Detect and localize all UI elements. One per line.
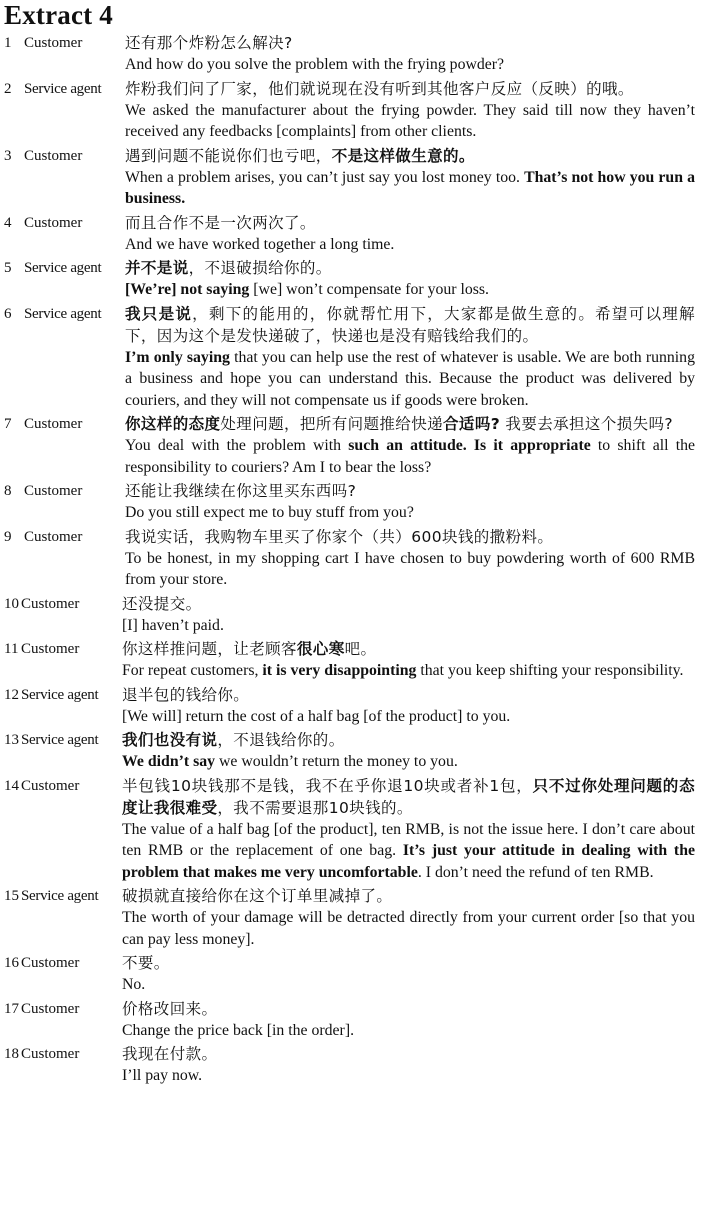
transcript	[4, 32, 695, 1087]
chinese-text	[122, 998, 695, 1020]
utterance	[125, 212, 695, 256]
transcript-entry	[4, 684, 695, 728]
speaker-label: Customer	[24, 35, 83, 51]
text-segment: to shift all the responsibility to couriers? Am I to bear the loss?	[125, 437, 695, 476]
text-segment: 我现在付款。	[122, 1045, 218, 1063]
text-segment: 不要。	[122, 954, 170, 972]
utterance	[125, 526, 695, 591]
chinese-text	[122, 684, 695, 706]
english-translation	[125, 279, 695, 301]
transcript-entry	[4, 775, 695, 884]
speaker-label: Service agent	[24, 305, 102, 322]
extract-title: Extract 4	[4, 0, 114, 30]
text-segment: [we] won’t compensate for your loss.	[249, 281, 490, 298]
text-segment: For repeat customers,	[122, 662, 263, 679]
speaker-label: Customer	[21, 595, 80, 612]
speaker-label: Service agent	[21, 686, 99, 703]
turn-number: 17	[4, 1000, 19, 1017]
turn-number: 3	[4, 147, 12, 164]
turn-number: 7	[4, 416, 12, 432]
text-segment: ，我不需要退那10块钱的。	[217, 798, 413, 817]
english-translation	[125, 548, 695, 591]
text-segment: 而且合作不是一次两次了。	[125, 213, 316, 232]
english-translation	[122, 1065, 695, 1087]
chinese-text	[122, 729, 695, 751]
utterance	[125, 145, 695, 210]
speaker-label: Customer	[21, 777, 80, 794]
utterance	[125, 413, 695, 478]
speaker-label: Service agent	[21, 732, 99, 748]
text-segment: The value of a half bag [of the product], ten RMB, is not the issue here. I don’t care about ten RMB or the replacement of one bag.	[122, 820, 695, 859]
text-segment: No.	[122, 976, 146, 993]
chinese-text	[125, 526, 695, 548]
utterance	[125, 32, 695, 76]
utterance	[122, 998, 695, 1042]
transcript-entry	[4, 303, 695, 412]
turn-number: 9	[4, 528, 12, 545]
transcript-entry	[4, 885, 695, 950]
utterance	[122, 593, 695, 637]
text-segment: The worth of your damage will be detracted directly from your current order [so that you can pay less money].	[122, 909, 695, 948]
english-translation	[122, 706, 695, 728]
speaker-label: Customer	[24, 214, 83, 231]
text-segment: we wouldn’t return the money to you.	[215, 753, 458, 770]
bold-segment: 我们也没有说	[122, 731, 218, 749]
utterance	[125, 78, 695, 143]
chinese-text	[125, 303, 695, 347]
text-segment: that you can help use the rest of whatever is usable. We are both running a business and hope you can understand this. Because the product was delivered by couriers, and they will not compensate us if goods were broken.	[125, 348, 695, 409]
speaker-label: Customer	[21, 641, 80, 657]
bold-segment: 只不过你处理问题的态度让我很难受	[122, 776, 695, 817]
english-translation	[125, 100, 695, 143]
text-segment: I’ll pay now.	[122, 1067, 203, 1084]
text-segment: ，不退破损给你的。	[188, 259, 332, 277]
transcript-entry	[4, 593, 695, 637]
bold-segment: We didn’t say	[122, 753, 216, 770]
speaker-label: Customer	[24, 416, 83, 432]
chinese-text	[122, 593, 695, 615]
turn-number: 14	[4, 777, 19, 794]
chinese-text	[125, 145, 695, 167]
bold-segment: I’m only saying	[125, 348, 230, 366]
bold-segment: 合适吗?	[443, 415, 501, 433]
turn-number: 15	[4, 888, 19, 904]
bold-segment: 我只是说	[125, 304, 193, 323]
text-segment: 还有那个炸粉怎么解决?	[125, 34, 293, 52]
speaker-label: Customer	[24, 147, 83, 164]
chinese-text	[125, 413, 695, 435]
text-segment: 你这样推问题，让老顾客	[122, 640, 297, 658]
utterance	[125, 303, 695, 412]
text-segment: 遇到问题不能说你们也亏吧，	[125, 146, 332, 165]
utterance	[122, 638, 695, 682]
english-translation	[122, 974, 695, 996]
text-segment: [I] haven’t paid.	[122, 616, 224, 634]
turn-number: 4	[4, 214, 12, 231]
transcript-entry	[4, 413, 695, 478]
speaker-label: Customer	[24, 528, 83, 545]
utterance	[122, 684, 695, 728]
chinese-text	[125, 257, 695, 279]
bold-segment: 不是这样做生意的。	[331, 146, 475, 165]
text-segment: [We will] return the cost of a half bag [of the product] to you.	[122, 707, 511, 725]
transcript-entry	[4, 998, 695, 1042]
english-translation	[125, 167, 695, 210]
speaker-label: Customer	[21, 1000, 80, 1017]
chinese-text	[125, 212, 695, 234]
text-segment: 我说实话，我购物车里买了你家个（共）600块钱的撒粉料。	[125, 527, 554, 546]
utterance	[122, 952, 695, 996]
turn-number: 12	[4, 686, 19, 703]
turn-number: 13	[4, 732, 19, 748]
english-translation	[125, 347, 695, 412]
transcript-entry	[4, 32, 695, 76]
english-translation	[125, 435, 695, 478]
bold-segment: [We’re] not saying	[125, 281, 250, 298]
text-segment: 价格改回来。	[122, 999, 218, 1018]
turn-number: 1	[4, 35, 12, 51]
turn-number: 11	[4, 641, 19, 657]
text-segment: ，不退钱给你的。	[217, 731, 345, 749]
chinese-text	[122, 952, 695, 974]
text-segment: You deal with the problem with	[125, 437, 349, 454]
utterance	[125, 257, 695, 301]
text-segment: To be honest, in my shopping cart I have chosen to buy powdering worth of 600 RMB from your store.	[125, 549, 695, 588]
english-translation	[122, 1020, 695, 1042]
chinese-text	[122, 775, 695, 819]
text-segment: 退半包的钱给你。	[122, 685, 250, 704]
text-segment: 破损就直接给你在这个订单里减掉了。	[122, 887, 393, 905]
english-translation	[125, 234, 695, 256]
english-translation	[125, 502, 695, 524]
utterance	[122, 775, 695, 884]
bold-segment: it is very disappointing	[262, 662, 417, 679]
chinese-text	[122, 885, 695, 907]
text-segment: that you keep shifting your responsibility.	[416, 662, 684, 679]
text-segment: 处理问题，把所有问题推给快递	[220, 415, 444, 433]
chinese-text	[122, 638, 695, 660]
transcript-entry	[4, 480, 695, 524]
bold-segment: such an attitude. Is it appropriate	[348, 437, 591, 454]
chinese-text	[125, 480, 695, 502]
utterance	[122, 729, 695, 773]
bold-segment: 你这样的态度	[125, 415, 221, 433]
text-segment: 我要去承担这个损失吗?	[500, 415, 674, 433]
transcript-entry	[4, 1043, 695, 1087]
utterance	[122, 885, 695, 950]
utterance	[122, 1043, 695, 1087]
text-segment: Do you still expect me to buy stuff from you?	[125, 504, 414, 521]
turn-number: 2	[4, 80, 12, 97]
speaker-label: Customer	[21, 1046, 80, 1062]
chinese-text	[122, 1043, 695, 1065]
text-segment: 半包钱10块钱那不是钱，我不在乎你退10块或者补1包，	[122, 776, 533, 795]
english-translation	[125, 54, 695, 76]
turn-number: 16	[4, 955, 19, 971]
transcript-entry	[4, 212, 695, 256]
text-segment: Change the price back [in the order].	[122, 1021, 355, 1039]
text-segment: And how do you solve the problem with the frying powder?	[125, 56, 505, 73]
text-segment: We asked the manufacturer about the frying powder. They said till now they haven’t received any feedbacks [complaints] from other clients.	[125, 101, 695, 140]
transcript-entry	[4, 526, 695, 591]
text-segment: And we have worked together a long time.	[125, 235, 395, 253]
text-segment: When a problem arises, you can’t just say you lost money too.	[125, 168, 525, 186]
turn-number: 8	[4, 483, 12, 499]
speaker-label: Service agent	[24, 80, 102, 97]
text-segment: . I don’t need the refund of ten RMB.	[417, 863, 654, 881]
text-segment: ，剩下的能用的，你就帮忙用下，大家都是做生意的。希望可以理解下，因为这个是发快递破了，快递也是没有赔钱给我们的。	[125, 304, 695, 345]
bold-segment: 并不是说	[125, 259, 189, 277]
transcript-entry	[4, 78, 695, 143]
speaker-label: Customer	[21, 955, 80, 971]
bold-segment: That’s not how you run a business.	[125, 168, 695, 207]
bold-segment: 很心寒	[296, 640, 345, 658]
transcript-entry	[4, 638, 695, 682]
english-translation	[122, 615, 695, 637]
english-translation	[122, 907, 695, 950]
transcript-entry	[4, 729, 695, 773]
text-segment: 还没提交。	[122, 594, 202, 613]
english-translation	[122, 819, 695, 884]
speaker-label: Service agent	[24, 260, 102, 276]
transcript-entry	[4, 257, 695, 301]
chinese-text	[125, 78, 695, 100]
transcript-entry	[4, 952, 695, 996]
turn-number: 10	[4, 595, 19, 612]
chinese-text	[125, 32, 695, 54]
text-segment: 还能让我继续在你这里买东西吗?	[125, 482, 357, 500]
turn-number: 18	[4, 1046, 19, 1062]
turn-number: 5	[4, 260, 12, 276]
utterance	[125, 480, 695, 524]
english-translation	[122, 751, 695, 773]
text-segment: 炸粉我们问了厂家，他们就说现在没有听到其他客户反应（反映）的哦。	[125, 79, 634, 98]
transcript-entry	[4, 145, 695, 210]
speaker-label: Service agent	[21, 888, 99, 904]
speaker-label: Customer	[24, 483, 83, 499]
text-segment: 吧。	[344, 640, 377, 658]
bold-segment: It’s just your attitude in dealing with the problem that makes me very uncomfortable	[122, 842, 695, 881]
turn-number: 6	[4, 305, 12, 322]
english-translation	[122, 660, 695, 682]
